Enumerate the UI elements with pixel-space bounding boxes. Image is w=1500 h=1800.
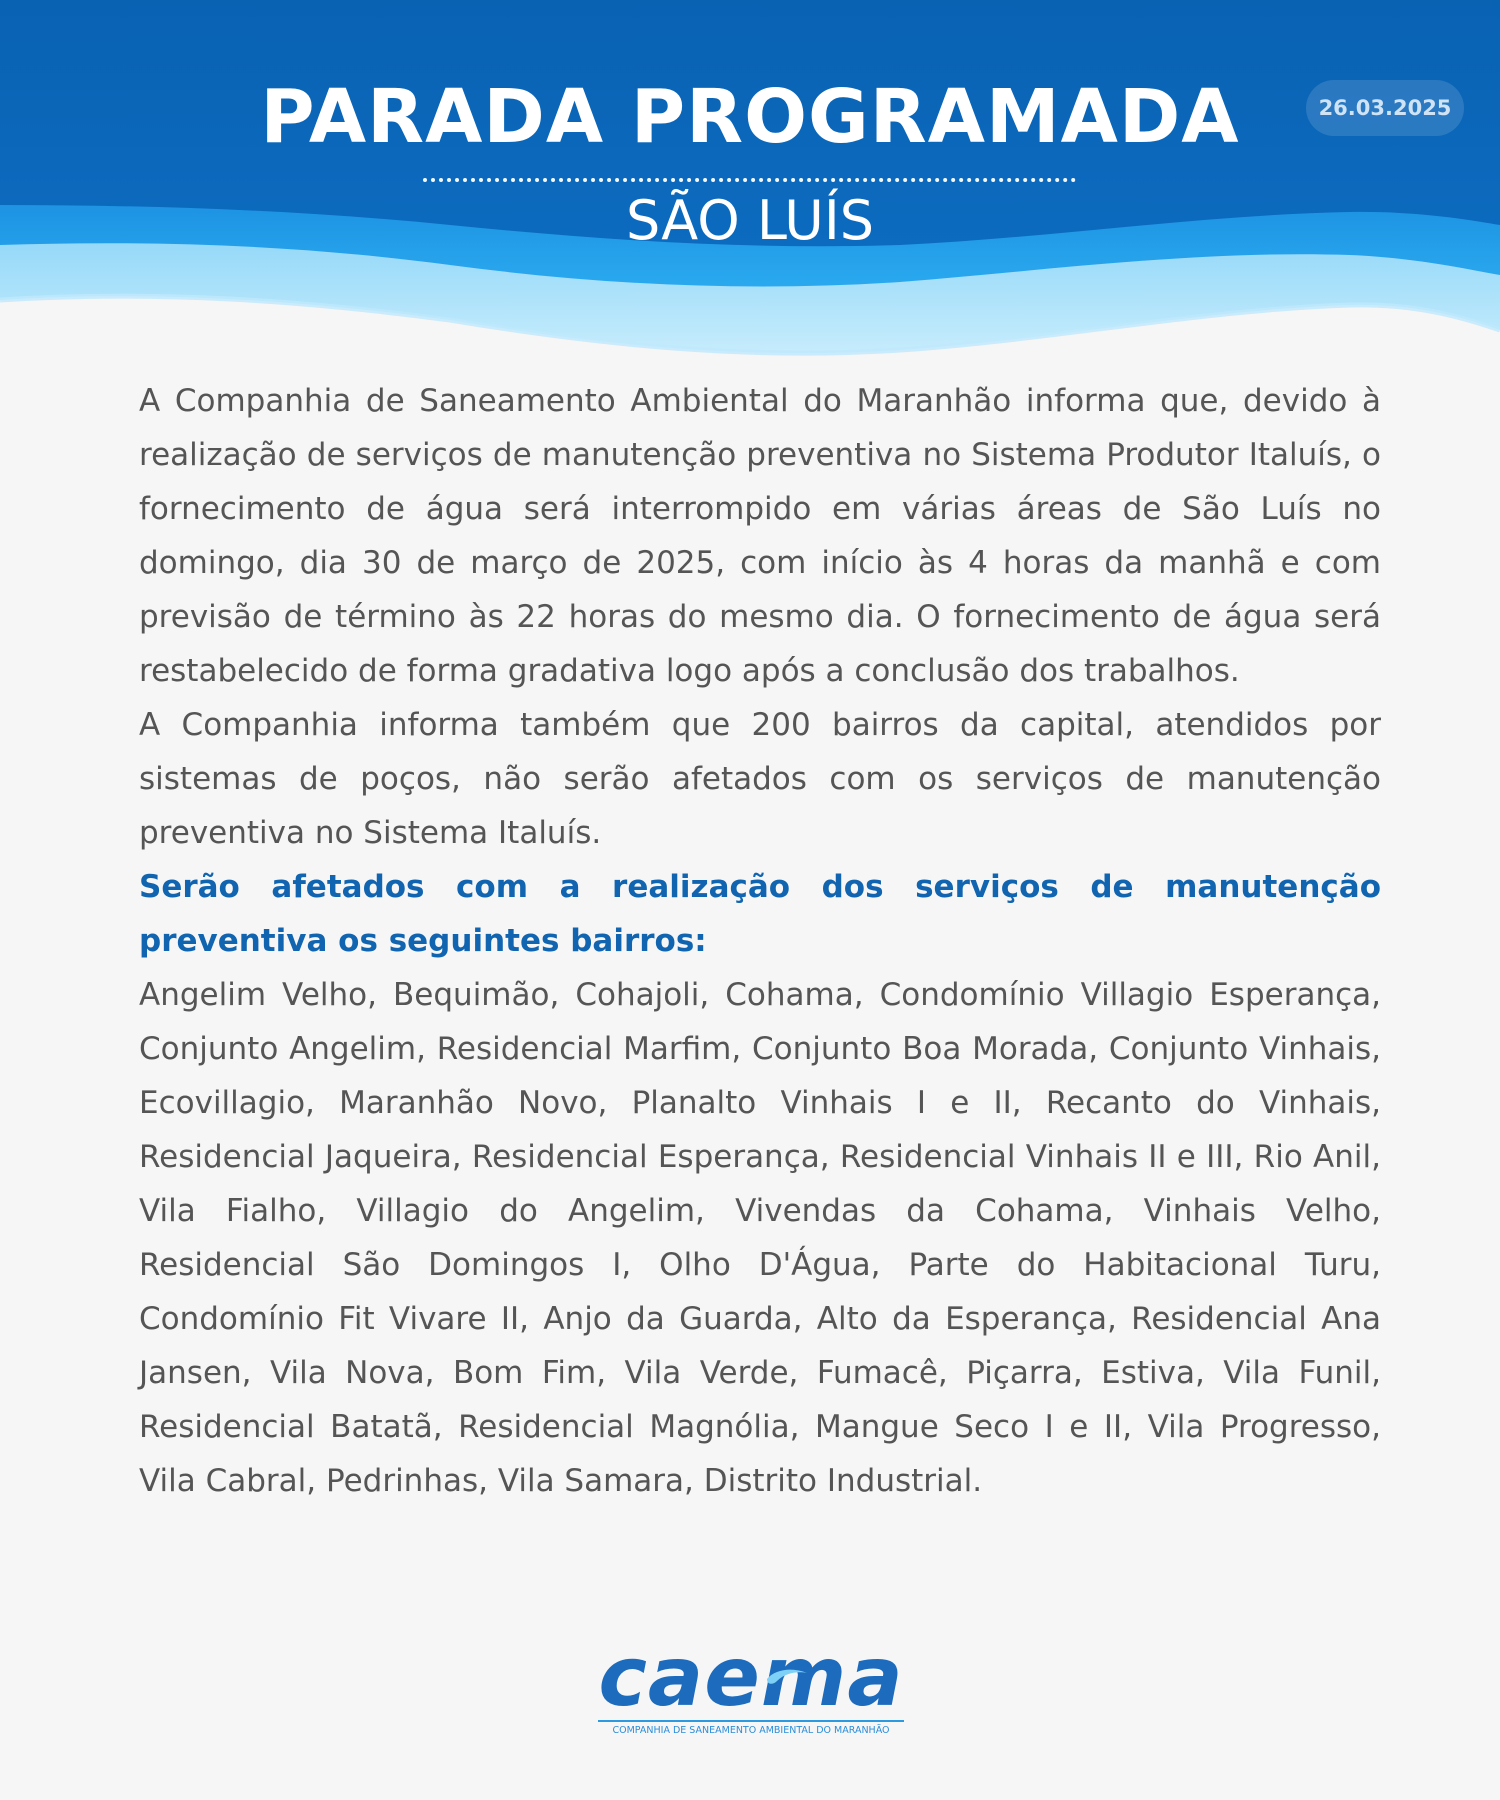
page-title: PARADA PROGRAMADA <box>260 74 1240 160</box>
neighborhood-list: Angelim Velho, Bequimão, Cohajoli, Cohama, Condomínio Villagio Esperança, Conjunto Angelim, Residencial Marfim, Conjunto Boa Morada, Conjunto Vinhais, Ecovillagio, Maranhão Novo, Planalto Vinhais I e II, Recanto do Vinhais, Residencial Jaqueira, Residencial Esperança, Residencial Vinhais II e III, Rio Anil, Vila Fialho, Villagio do Angelim, Vivendas da Cohama, Vinhais Velho, Residencial São Domingos I, Olho D'Água, Parte do Habitacional Turu, Condomínio Fit Vivare II, Anjo da Guarda, Alto da Esperança, Residencial Ana Jansen, Vila Nova, Bom Fim, Vila Verde, Fumacê, Piçarra, Estiva, Vila Funil, Residencial Batatã, Residencial Magnólia, Mangue Seco I e II, Vila Progresso, Vila Cabral, Pedrinhas, Vila Samara, Distrito Industrial. <box>139 977 1381 1499</box>
page-subtitle: SÃO LUÍS <box>625 189 875 252</box>
intro-paragraph: A Companhia de Saneamento Ambiental do Maranhão informa que, devido à realização de serviços de manutenção preventiva no Sistema Produtor Italuís, o fornecimento de água será interrompido em várias áreas de São Luís no domingo, dia 30 de março de 2025, com início às 4 horas da manhã e com previsão de término às 22 horas do mesmo dia. O fornecimento de água será restabelecido de forma gradativa logo após a conclusão dos trabalhos. <box>139 383 1381 689</box>
title-divider <box>423 178 1076 182</box>
announcement-body <box>139 374 1381 1508</box>
caema-logo <box>598 1630 904 1736</box>
wells-paragraph: A Companhia informa também que 200 bairros da capital, atendidos por sistemas de poços, não serão afetados com os serviços de manutenção preventiva no Sistema Italuís. <box>139 707 1381 851</box>
water-drop-icon <box>765 1665 809 1687</box>
header-banner <box>0 0 1500 370</box>
logo-tagline: COMPANHIA DE SANEAMENTO AMBIENTAL DO MARANHÃO <box>598 1720 904 1736</box>
date-badge: 26.03.2025 <box>1306 80 1464 136</box>
affected-heading: Serão afetados com a realização dos serviços de manutenção preventiva os seguintes bairros: <box>139 869 1381 959</box>
logo-wordmark: caema <box>598 1630 904 1725</box>
wave-background <box>0 0 1500 370</box>
